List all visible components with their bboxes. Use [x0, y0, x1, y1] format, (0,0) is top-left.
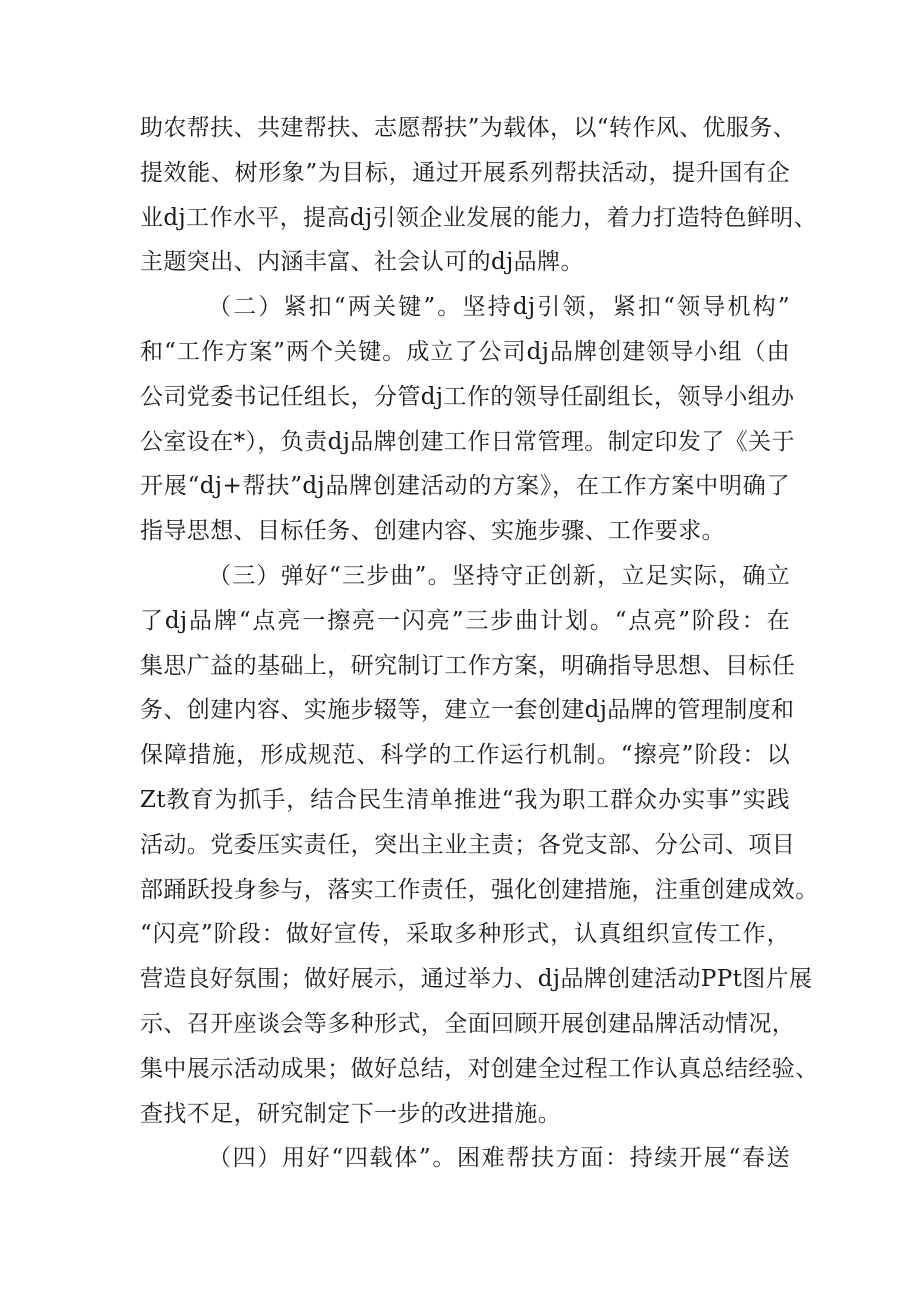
document-text-line: 示、召开座谈会等多种形式，全面回顾开展创建品牌活动情况，: [140, 1010, 796, 1037]
document-text-line: 提效能、树形象”为目标，通过开展系列帮扶活动，提升国有企: [140, 159, 790, 186]
document-text-line: 务、创建内容、实施步辍等，建立一套创建dj品牌的管理制度和: [140, 697, 795, 724]
document-body: [140, 106, 819, 1181]
document-text-line: 部踊跃投身参与，落实工作责任，强化创建措施，注重创建成效。: [140, 876, 819, 903]
document-text-line: 集思广益的基础上，研究制订工作方案，明确指导思想、目标任: [140, 652, 796, 679]
document-text-line: 营造良好氛围；做好展示，通过举力、dj品牌创建活动PPt图片展: [140, 966, 813, 993]
document-text-line: 查找不足，研究制定下一步的改进措施。: [140, 1100, 562, 1127]
document-text-line: 集中展示活动成果；做好总结，对创建全过程工作认真总结经验、: [140, 1055, 819, 1082]
document-text-line: （三）弹好“三步曲”。坚持守正创新，立足实际，确立: [208, 562, 790, 589]
document-text-line: 了dj品牌“点亮一擦亮一闪亮”三步曲计划。“点亮”阶段：在: [140, 607, 790, 634]
document-text-line: 公室设在*），负责dj品牌创建工作日常管理。制定印发了《关于: [140, 428, 795, 455]
document-text-line: （四）用好“四载体”。困难帮扶方面：持续开展“春送: [208, 1145, 790, 1172]
document-text-line: 业dj工作水平，提高dj引领企业发展的能力，着力打造特色鲜明、: [140, 204, 818, 231]
document-text-line: “闪亮”阶段：做好宣传，采取多种形式，认真组织宣传工作，: [140, 921, 790, 948]
document-text-line: Zt教育为抓手，结合民生清单推进“我为职工群众办实事”实践: [140, 786, 790, 813]
document-text-line: （二）紧扣“两关键”。坚持dj引领，紧扣“领导机构”: [208, 294, 790, 321]
document-text-line: 公司党委书记任组长，分管dj工作的领导任副组长，领导小组办: [140, 383, 795, 410]
document-text-line: 开展“dj+帮扶”dj品牌创建活动的方案》，在工作方案中明确了: [140, 473, 790, 500]
document-text-line: 保障措施，形成规范、科学的工作运行机制。“擦亮”阶段：以: [140, 742, 790, 769]
document-text-line: 指导思想、目标任务、创建内容、实施步骤、工作要求。: [140, 518, 725, 545]
document-text-line: 主题突出、内涵丰富、社会认可的dj品牌。: [140, 249, 584, 276]
document-text-line: 和“工作方案”两个关键。成立了公司dj品牌创建领导小组（由: [140, 338, 790, 365]
document-text-line: 助农帮扶、共建帮扶、志愿帮扶”为载体，以“转作风、优服务、: [140, 115, 797, 141]
document-text-line: 活动。党委压实责任，突出主业主责；各党支部、分公司、项目: [140, 831, 796, 858]
